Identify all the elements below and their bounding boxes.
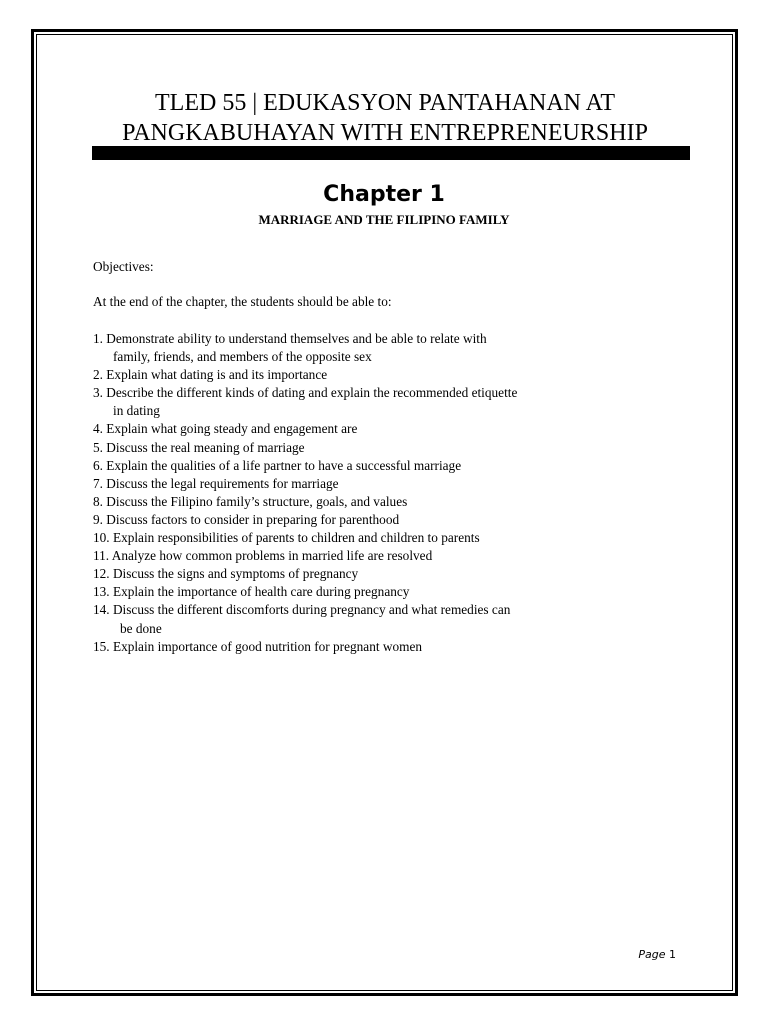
- objectives-intro: At the end of the chapter, the students should be able to:: [93, 294, 392, 309]
- header-divider-bar: [92, 146, 690, 160]
- objective-text: 9. Discuss factors to consider in preparing for parenthood: [93, 511, 400, 527]
- objective-item-13: [93, 583, 693, 601]
- objectives-list: [93, 330, 693, 656]
- objective-item-14: [93, 601, 693, 637]
- objective-item-4: [93, 420, 693, 438]
- header-title-line-1: TLED 55 | EDUKASYON PANTAHANAN AT: [155, 90, 615, 116]
- objective-text: 13. Explain the importance of health care during pregnancy: [93, 584, 410, 600]
- objective-text: 5. Discuss the real meaning of marriage: [93, 439, 305, 455]
- objectives-label: Objectives:: [93, 259, 154, 274]
- objective-text: 6. Explain the qualities of a life partner to have a successful marriage: [93, 457, 462, 473]
- objective-text: 8. Discuss the Filipino family’s structure, goals, and values: [93, 493, 408, 509]
- chapter-subtitle: MARRIAGE AND THE FILIPINO FAMILY: [258, 212, 510, 227]
- objective-text-continuation: in dating: [113, 403, 160, 419]
- objective-item-10: [93, 529, 693, 547]
- page-number-value: 1: [669, 948, 676, 961]
- objective-item-8: [93, 493, 693, 511]
- page-label: Page: [638, 948, 666, 961]
- objective-item-6: [93, 457, 693, 475]
- document-header-title: [80, 88, 690, 148]
- objective-text: 15. Explain importance of good nutrition for pregnant women: [93, 638, 423, 654]
- page-number: [638, 947, 676, 963]
- objective-item-15: [93, 638, 693, 656]
- objective-item-5: [93, 439, 693, 457]
- objective-text: 4. Explain what going steady and engagement are: [93, 421, 358, 437]
- objective-text: 7. Discuss the legal requirements for marriage: [93, 475, 339, 491]
- objective-text: 2. Explain what dating is and its importance: [93, 367, 328, 383]
- objective-item-3: [93, 384, 693, 420]
- objective-text: 10. Explain responsibilities of parents to children and children to parents: [93, 530, 480, 546]
- objective-text: 12. Discuss the signs and symptoms of pregnancy: [93, 566, 359, 582]
- objective-item-1: [93, 330, 693, 366]
- objective-item-9: [93, 511, 693, 529]
- objective-text: 1. Demonstrate ability to understand themselves and be able to relate with: [93, 331, 487, 346]
- objective-item-7: [93, 475, 693, 493]
- objective-item-11: [93, 547, 693, 565]
- objective-item-2: [93, 366, 693, 384]
- chapter-title: Chapter 1: [323, 182, 445, 207]
- objective-item-12: [93, 565, 693, 583]
- objective-text-continuation: be done: [120, 620, 162, 636]
- objective-text: 14. Discuss the different discomforts during pregnancy and what remedies can: [93, 602, 511, 618]
- objective-text: 3. Describe the different kinds of dating and explain the recommended etiquette: [93, 385, 518, 401]
- objective-text-continuation: family, friends, and members of the opposite sex: [113, 349, 372, 365]
- objective-text: 11. Analyze how common problems in married life are resolved: [93, 548, 433, 564]
- header-title-line-2: PANGKABUHAYAN WITH ENTREPRENEURSHIP: [122, 120, 648, 146]
